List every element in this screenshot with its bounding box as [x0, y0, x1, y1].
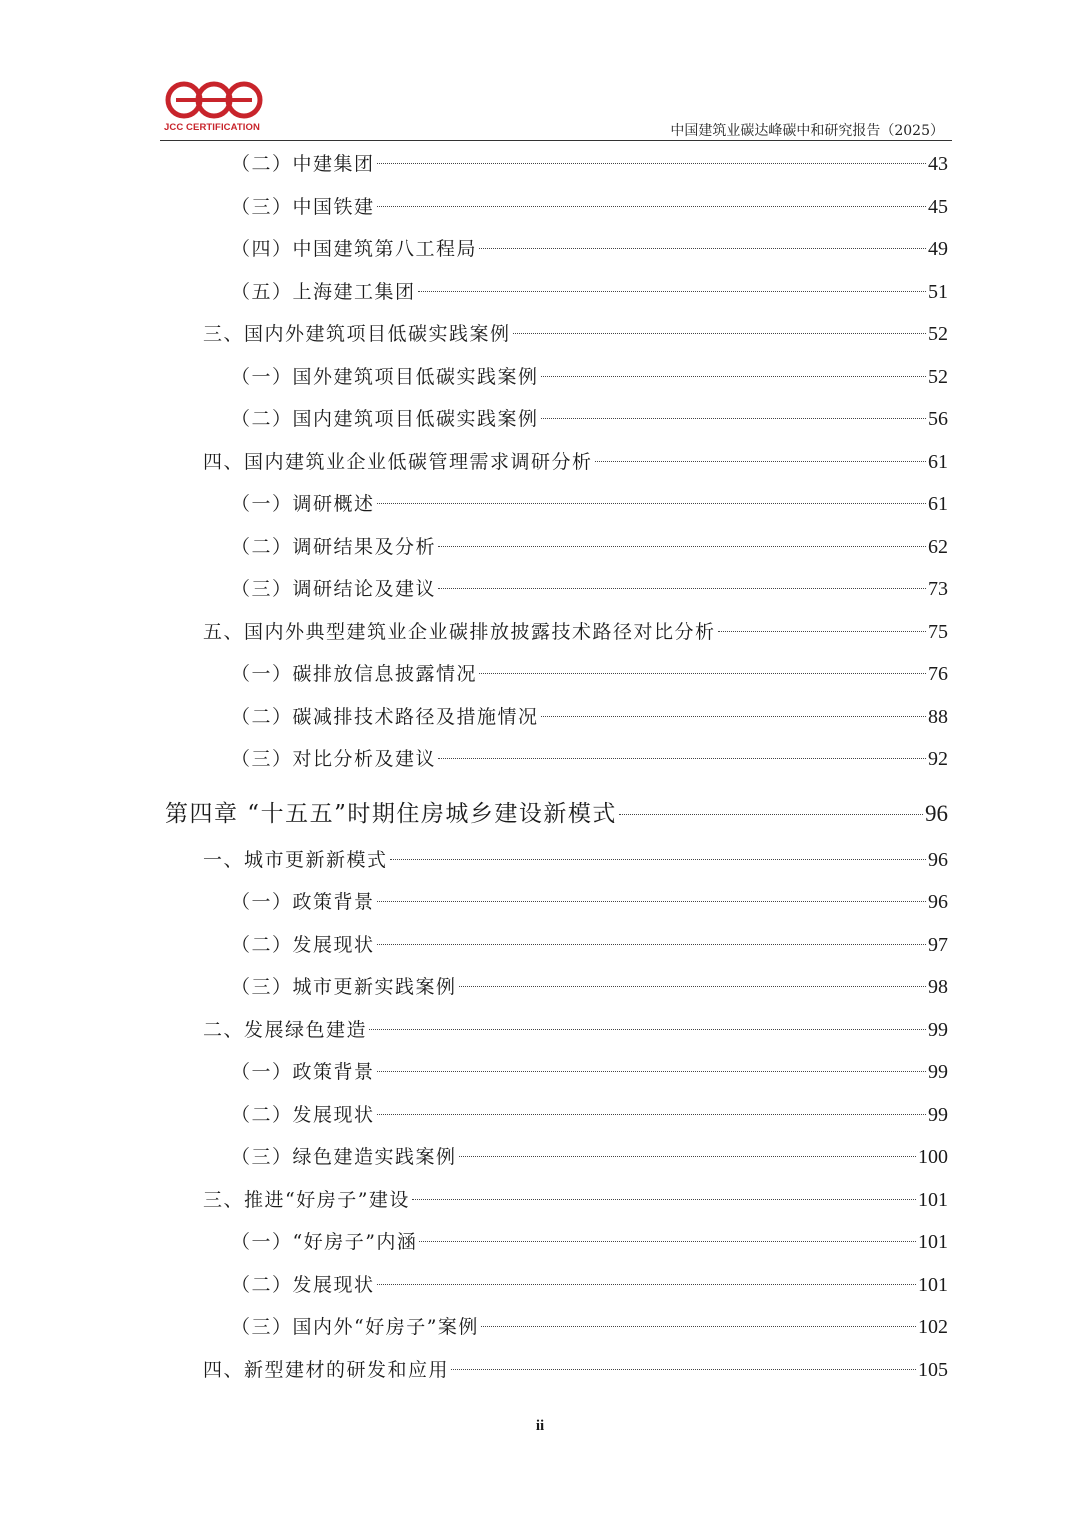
toc-entry-page: 97: [928, 933, 948, 956]
toc-entry[interactable]: [231, 1309, 948, 1345]
toc-entry-label: （二）中建集团: [231, 153, 375, 175]
toc-chapter-entry[interactable]: [165, 792, 948, 836]
toc-entry-page: 96: [928, 891, 948, 913]
toc-dot-leader: [513, 333, 926, 334]
toc-entry-page: 98: [928, 976, 948, 998]
toc-dot-leader: [619, 814, 923, 815]
toc-entry[interactable]: [203, 316, 948, 352]
toc-entry[interactable]: [203, 1352, 948, 1388]
toc-entry-page: 52: [928, 323, 948, 345]
toc-entry[interactable]: [231, 486, 948, 522]
toc-entry[interactable]: [231, 969, 948, 1005]
toc-entry-page: 92: [928, 748, 948, 770]
toc-dot-leader: [451, 1369, 916, 1370]
toc-entry[interactable]: [231, 884, 948, 920]
toc-entry-page: 75: [928, 620, 948, 643]
toc-dot-leader: [390, 859, 926, 860]
toc-entry-page: 49: [928, 238, 948, 260]
toc-entry-label: （三）中国铁建: [231, 195, 375, 218]
toc-dot-leader: [438, 588, 926, 589]
toc-entry-page: 88: [928, 705, 948, 728]
toc-dot-leader: [412, 1199, 916, 1200]
toc-entry-label: （一）碳排放信息披露情况: [231, 663, 478, 685]
logo-text: JCC CERTIFICATION: [164, 122, 260, 133]
toc-entry-label: 第四章 “十五五”时期住房城乡建设新模式: [165, 800, 617, 827]
toc-entry-label: （二）碳减排技术路径及措施情况: [231, 705, 539, 728]
toc-entry-page: 99: [928, 1061, 948, 1083]
toc-entry-page: 102: [918, 1316, 948, 1338]
toc-entry-page: 56: [928, 408, 948, 430]
toc-dot-leader: [377, 1114, 926, 1115]
toc-dot-leader: [369, 1029, 926, 1030]
toc-entry-label: 二、发展绿色建造: [203, 1018, 368, 1041]
toc-dot-leader: [541, 418, 926, 419]
toc-dot-leader: [438, 546, 926, 547]
toc-entry-label: （四）中国建筑第八工程局: [231, 238, 478, 260]
toc-dot-leader: [438, 758, 926, 759]
toc-entry-label: 四、国内建筑业企业低碳管理需求调研分析: [203, 450, 593, 473]
toc-entry-page: 62: [928, 535, 948, 558]
header-divider: [160, 140, 952, 141]
toc-entry-page: 43: [928, 153, 948, 175]
toc-entry-label: （三）绿色建造实践案例: [231, 1146, 457, 1168]
toc-entry-label: （一）政策背景: [231, 891, 375, 913]
jcc-rings-icon: [164, 80, 264, 122]
toc-entry-page: 99: [928, 1103, 948, 1126]
toc-entry-page: 101: [918, 1188, 948, 1211]
toc-entry-label: （一）“好房子”内涵: [231, 1231, 418, 1253]
toc-dot-leader: [541, 716, 926, 717]
toc-dot-leader: [479, 673, 926, 674]
toc-dot-leader: [377, 1284, 916, 1285]
toc-entry[interactable]: [231, 146, 948, 182]
toc-dot-leader: [377, 901, 926, 902]
toc-entry-label: （三）调研结论及建议: [231, 578, 437, 600]
toc-entry[interactable]: [203, 842, 948, 878]
toc-entry-page: 100: [918, 1146, 948, 1168]
toc-entry-page: 101: [918, 1273, 948, 1296]
toc-entry[interactable]: [231, 359, 948, 395]
toc-entry-page: 101: [918, 1231, 948, 1253]
toc-dot-leader: [718, 631, 926, 632]
toc-entry-label: （三）对比分析及建议: [231, 748, 437, 770]
toc-entry[interactable]: [231, 656, 948, 692]
toc-dot-leader: [377, 944, 926, 945]
toc-entry[interactable]: [231, 571, 948, 607]
toc-dot-leader: [459, 986, 926, 987]
toc-entry-label: （五）上海建工集团: [231, 280, 416, 303]
toc-entry-page: 99: [928, 1018, 948, 1041]
toc-entry-page: 52: [928, 365, 948, 388]
toc-entry[interactable]: [203, 614, 948, 650]
toc-entry[interactable]: [231, 1267, 948, 1303]
toc-entry-label: （三）城市更新实践案例: [231, 976, 457, 998]
toc-entry-label: （三）国内外“好房子”案例: [231, 1316, 479, 1338]
toc-entry-page: 105: [918, 1358, 948, 1381]
toc-dot-leader: [459, 1156, 916, 1157]
toc-entry-page: 51: [928, 280, 948, 303]
toc-entry[interactable]: [231, 401, 948, 437]
toc-entry[interactable]: [231, 699, 948, 735]
toc-entry[interactable]: [231, 927, 948, 963]
toc-entry-label: （二）国内建筑项目低碳实践案例: [231, 408, 539, 430]
toc-entry-label: （二）发展现状: [231, 933, 375, 956]
toc-entry-page: 96: [925, 800, 948, 826]
report-title: 中国建筑业碳达峰碳中和研究报告（2025）: [670, 123, 944, 139]
toc-dot-leader: [377, 1071, 926, 1072]
toc-dot-leader: [377, 503, 926, 504]
toc-entry-label: （二）发展现状: [231, 1273, 375, 1296]
toc-entry[interactable]: [231, 1054, 948, 1090]
toc-dot-leader: [377, 163, 926, 164]
toc-dot-leader: [377, 206, 926, 207]
toc-entry-page: 96: [928, 848, 948, 871]
toc-entry-page: 76: [928, 663, 948, 685]
toc-entry-label: 一、城市更新新模式: [203, 848, 388, 871]
toc-entry-label: 四、新型建材的研发和应用: [203, 1358, 450, 1381]
toc-entry[interactable]: [203, 444, 948, 480]
toc-dot-leader: [541, 376, 926, 377]
toc-entry-label: （一）调研概述: [231, 493, 375, 515]
toc-dot-leader: [418, 291, 926, 292]
toc-dot-leader: [479, 248, 926, 249]
toc-entry[interactable]: [231, 1224, 948, 1260]
toc-entry[interactable]: [231, 231, 948, 267]
toc-entry[interactable]: [231, 741, 948, 777]
toc-entry-label: 三、推进“好房子”建设: [203, 1188, 410, 1211]
toc-entry-page: 61: [928, 450, 948, 473]
toc-entry-label: 三、国内外建筑项目低碳实践案例: [203, 323, 511, 345]
jcc-logo: [164, 80, 264, 136]
toc-entry-page: 45: [928, 195, 948, 218]
toc-entry-label: （一）国外建筑项目低碳实践案例: [231, 365, 539, 388]
toc-entry-page: 61: [928, 493, 948, 515]
toc-entry-label: （二）发展现状: [231, 1103, 375, 1126]
page-number: ii: [535, 1418, 545, 1434]
toc-dot-leader: [419, 1241, 916, 1242]
toc-entry[interactable]: [231, 529, 948, 565]
toc-entry[interactable]: [231, 1097, 948, 1133]
toc-entry-label: 五、国内外典型建筑业企业碳排放披露技术路径对比分析: [203, 620, 716, 643]
toc-dot-leader: [481, 1326, 916, 1327]
toc-entry-page: 73: [928, 578, 948, 600]
toc-dot-leader: [595, 461, 926, 462]
toc-entry[interactable]: [231, 1139, 948, 1175]
toc-entry-label: （二）调研结果及分析: [231, 535, 437, 558]
toc-entry-label: （一）政策背景: [231, 1061, 375, 1083]
toc-entry[interactable]: [203, 1182, 948, 1218]
toc-entry[interactable]: [231, 189, 948, 225]
toc-entry[interactable]: [231, 274, 948, 310]
toc-entry[interactable]: [203, 1012, 948, 1048]
